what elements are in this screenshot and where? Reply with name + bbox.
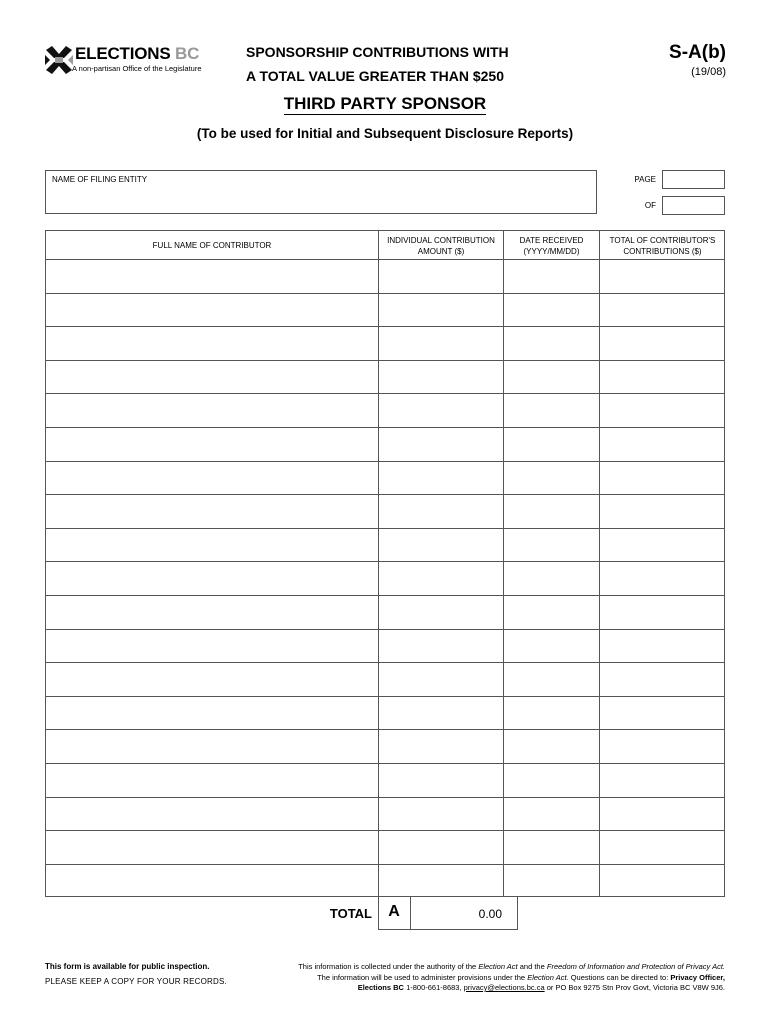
form-code: S-A(b) bbox=[669, 42, 726, 63]
form-version: (19/08) bbox=[691, 66, 726, 78]
contribution-amount-field[interactable] bbox=[379, 462, 503, 495]
contribution-amount-field[interactable] bbox=[379, 428, 503, 461]
contribution-amount-field[interactable] bbox=[379, 361, 503, 394]
contribution-amount-field[interactable] bbox=[379, 663, 503, 696]
contribution-amount-field[interactable] bbox=[379, 260, 503, 293]
contributor-total-field[interactable] bbox=[600, 462, 725, 495]
table-row bbox=[46, 495, 724, 528]
date-received-field[interactable] bbox=[504, 327, 599, 360]
public-inspection-notice: This form is available for public inspection. bbox=[45, 962, 210, 971]
contribution-amount-field[interactable] bbox=[379, 630, 503, 663]
of-label: OF bbox=[644, 201, 656, 210]
table-row bbox=[46, 361, 724, 394]
contributions-table bbox=[45, 230, 725, 897]
privacy-notice: This information is collected under the authority of the Election Act and the Freedom of Information and Protection of Privacy Act. The information will be used to administer provisions under the Election Act. Questions can be directed to: Privacy Officer, Elections BC 1-800-661-8683, privacy@elections.bc.ca or PO Box 9275 Stn Prov Govt, Victoria BC V8W 9J6. bbox=[298, 962, 725, 992]
contributor-name-field[interactable] bbox=[46, 462, 378, 495]
elections-bc-logo-icon bbox=[44, 44, 74, 76]
contributor-name-field[interactable] bbox=[46, 730, 378, 763]
table-row bbox=[46, 798, 724, 831]
form-title-line2: A TOTAL VALUE GREATER THAN $250 bbox=[246, 68, 504, 84]
table-row bbox=[46, 663, 724, 696]
contribution-amount-field[interactable] bbox=[379, 294, 503, 327]
main-title-text: THIRD PARTY SPONSOR bbox=[283, 94, 487, 113]
table-row bbox=[46, 428, 724, 461]
page-total-field[interactable] bbox=[662, 196, 725, 215]
contribution-amount-field[interactable] bbox=[379, 529, 503, 562]
contributor-total-field[interactable] bbox=[600, 327, 725, 360]
contributor-name-field[interactable] bbox=[46, 663, 378, 696]
contribution-amount-field[interactable] bbox=[379, 831, 503, 864]
contributor-name-field[interactable] bbox=[46, 697, 378, 730]
contributor-name-field[interactable] bbox=[46, 529, 378, 562]
contribution-amount-field[interactable] bbox=[379, 798, 503, 831]
contributor-total-field[interactable] bbox=[600, 294, 725, 327]
contribution-amount-field[interactable] bbox=[379, 697, 503, 730]
date-received-field[interactable] bbox=[504, 630, 599, 663]
contributor-name-field[interactable] bbox=[46, 764, 378, 797]
logo-tagline: A non-partisan Office of the Legislature bbox=[72, 64, 202, 73]
table-row bbox=[46, 697, 724, 730]
table-row bbox=[46, 630, 724, 663]
table-row bbox=[46, 260, 724, 293]
subtitle: (To be used for Initial and Subsequent Disclosure Reports) bbox=[196, 126, 574, 141]
contributor-total-field[interactable] bbox=[600, 596, 725, 629]
contributor-total-field[interactable] bbox=[600, 361, 725, 394]
contributor-total-field[interactable] bbox=[600, 798, 725, 831]
column-header-contributor: FULL NAME OF CONTRIBUTOR bbox=[152, 241, 272, 250]
privacy-email-link[interactable]: privacy@elections.bc.ca bbox=[463, 983, 545, 992]
date-received-field[interactable] bbox=[504, 462, 599, 495]
total-amount-field[interactable]: 0.00 bbox=[478, 907, 502, 921]
total-divider bbox=[410, 897, 411, 930]
table-row bbox=[46, 831, 724, 864]
contributor-total-field[interactable] bbox=[600, 260, 725, 293]
contribution-amount-field[interactable] bbox=[379, 730, 503, 763]
date-received-field[interactable] bbox=[504, 596, 599, 629]
date-received-field[interactable] bbox=[504, 361, 599, 394]
contribution-amount-field[interactable] bbox=[379, 394, 503, 427]
total-label: TOTAL bbox=[329, 906, 372, 921]
contribution-amount-field[interactable] bbox=[379, 495, 503, 528]
form-title-line1: SPONSORSHIP CONTRIBUTIONS WITH bbox=[246, 44, 509, 60]
date-received-field[interactable] bbox=[504, 697, 599, 730]
contributor-total-field[interactable] bbox=[600, 428, 725, 461]
contributor-name-field[interactable] bbox=[46, 831, 378, 864]
date-received-field[interactable] bbox=[504, 730, 599, 763]
contributor-total-field[interactable] bbox=[600, 630, 725, 663]
date-received-field[interactable] bbox=[504, 764, 599, 797]
total-letter: A bbox=[388, 903, 400, 920]
contributor-name-field[interactable] bbox=[46, 394, 378, 427]
contributor-total-field[interactable] bbox=[600, 697, 725, 730]
column-header-date: DATE RECEIVED (YYYY/MM/DD) bbox=[519, 236, 584, 256]
contributor-name-field[interactable] bbox=[46, 798, 378, 831]
contribution-amount-field[interactable] bbox=[379, 562, 503, 595]
contributor-name-field[interactable] bbox=[46, 361, 378, 394]
main-title bbox=[0, 94, 770, 114]
contributor-total-field[interactable] bbox=[600, 529, 725, 562]
keep-copy-notice: PLEASE KEEP A COPY FOR YOUR RECORDS. bbox=[45, 977, 227, 986]
date-received-field[interactable] bbox=[504, 428, 599, 461]
contributor-name-field[interactable] bbox=[46, 327, 378, 360]
date-received-field[interactable] bbox=[504, 294, 599, 327]
table-row bbox=[46, 865, 724, 898]
column-header-total: TOTAL OF CONTRIBUTOR'S CONTRIBUTIONS ($) bbox=[609, 236, 716, 256]
column-header-amount: INDIVIDUAL CONTRIBUTION AMOUNT ($) bbox=[387, 236, 495, 256]
date-received-field[interactable] bbox=[504, 562, 599, 595]
date-received-field[interactable] bbox=[504, 865, 599, 898]
table-row bbox=[46, 730, 724, 763]
table-row bbox=[46, 596, 724, 629]
contributor-total-field[interactable] bbox=[600, 495, 725, 528]
contributor-total-field[interactable] bbox=[600, 764, 725, 797]
contributor-total-field[interactable] bbox=[600, 663, 725, 696]
date-received-field[interactable] bbox=[504, 529, 599, 562]
contributor-total-field[interactable] bbox=[600, 730, 725, 763]
contributor-total-field[interactable] bbox=[600, 562, 725, 595]
contribution-amount-field[interactable] bbox=[379, 764, 503, 797]
table-row bbox=[46, 529, 724, 562]
contributor-name-field[interactable] bbox=[46, 562, 378, 595]
contributor-name-field[interactable] bbox=[46, 495, 378, 528]
table-row bbox=[46, 562, 724, 595]
page-label: PAGE bbox=[634, 175, 656, 184]
contributor-total-field[interactable] bbox=[600, 865, 725, 898]
date-received-field[interactable] bbox=[504, 831, 599, 864]
contribution-amount-field[interactable] bbox=[379, 596, 503, 629]
contributor-name-field[interactable] bbox=[46, 596, 378, 629]
date-received-field[interactable] bbox=[504, 798, 599, 831]
date-received-field[interactable] bbox=[504, 260, 599, 293]
page-number-field[interactable] bbox=[662, 170, 725, 189]
contributor-total-field[interactable] bbox=[600, 394, 725, 427]
logo-wordmark: ELECTIONS BC bbox=[75, 44, 200, 63]
contribution-amount-field[interactable] bbox=[379, 865, 503, 898]
table-row bbox=[46, 294, 724, 327]
contributor-total-field[interactable] bbox=[600, 831, 725, 864]
contributor-name-field[interactable] bbox=[46, 260, 378, 293]
date-received-field[interactable] bbox=[504, 394, 599, 427]
table-row bbox=[46, 394, 724, 427]
table-row bbox=[46, 327, 724, 360]
contributor-name-field[interactable] bbox=[46, 428, 378, 461]
contributor-name-field[interactable] bbox=[46, 294, 378, 327]
table-row bbox=[46, 764, 724, 797]
contributor-name-field[interactable] bbox=[46, 630, 378, 663]
date-received-field[interactable] bbox=[504, 663, 599, 696]
date-received-field[interactable] bbox=[504, 495, 599, 528]
contributor-name-field[interactable] bbox=[46, 865, 378, 898]
filing-entity-label: NAME OF FILING ENTITY bbox=[52, 175, 148, 184]
contribution-amount-field[interactable] bbox=[379, 327, 503, 360]
table-row bbox=[46, 462, 724, 495]
